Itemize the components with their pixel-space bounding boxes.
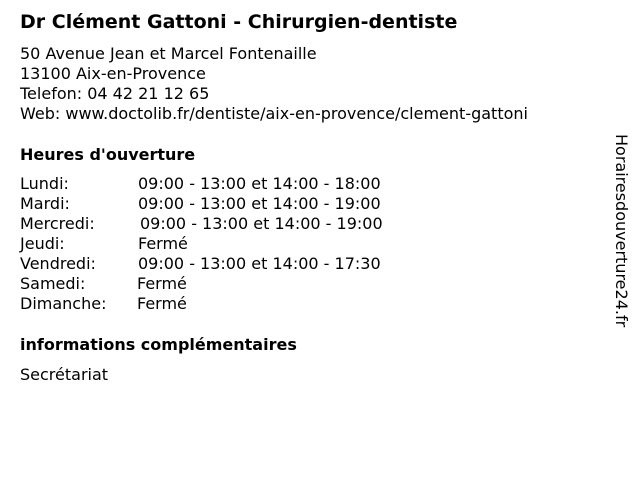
day-label: Dimanche: xyxy=(20,294,107,313)
additional-info-heading: informations complémentaires xyxy=(20,335,297,354)
opening-hours-heading: Heures d'ouverture xyxy=(20,145,196,164)
website-line: Web: www.doctolib.fr/dentiste/aix-en-provence/clement-gattoni xyxy=(20,104,528,123)
hours-value: Fermé xyxy=(137,274,187,293)
day-label: Vendredi: xyxy=(20,254,96,273)
side-brand-text: Horairesdouverture24.fr xyxy=(612,134,631,328)
additional-info-text: Secrétariat xyxy=(20,365,109,384)
phone-line: Telefon: 04 42 21 12 65 xyxy=(20,84,210,103)
hours-value: 09:00 - 13:00 et 14:00 - 18:00 xyxy=(138,174,381,193)
street-address: 50 Avenue Jean et Marcel Fontenaille xyxy=(20,44,317,63)
day-label: Mercredi: xyxy=(20,214,95,233)
city-address: 13100 Aix-en-Provence xyxy=(20,64,206,83)
page-title: Dr Clément Gattoni - Chirurgien-dentiste xyxy=(20,11,458,33)
day-label: Jeudi: xyxy=(20,234,65,253)
day-label: Samedi: xyxy=(20,274,86,293)
day-label: Mardi: xyxy=(20,194,70,213)
hours-value: Fermé xyxy=(138,234,188,253)
day-label: Lundi: xyxy=(20,174,69,193)
hours-value: 09:00 - 13:00 et 14:00 - 19:00 xyxy=(140,214,383,233)
hours-value: Fermé xyxy=(137,294,187,313)
hours-value: 09:00 - 13:00 et 14:00 - 19:00 xyxy=(138,194,381,213)
address-block xyxy=(20,44,528,124)
hours-value: 09:00 - 13:00 et 14:00 - 17:30 xyxy=(138,254,381,273)
